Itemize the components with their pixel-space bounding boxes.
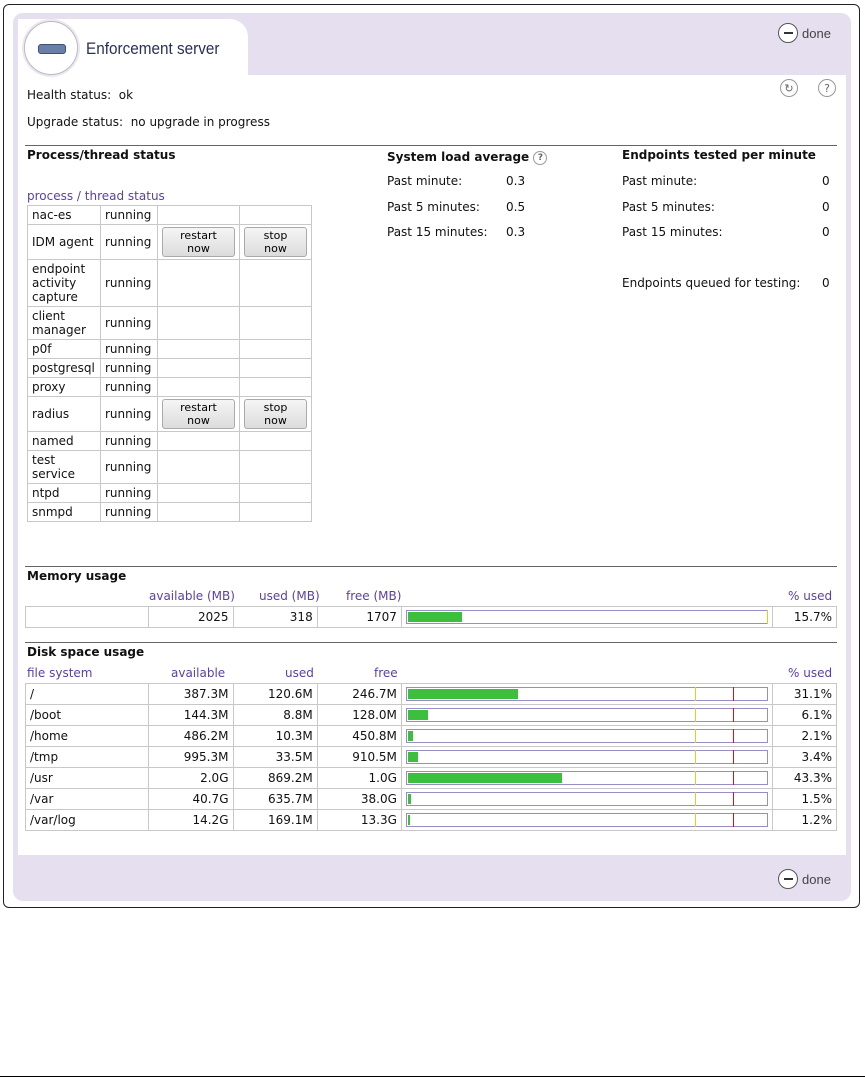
disk-available: 995.3M (149, 747, 233, 768)
done-button-bottom[interactable] (778, 869, 831, 889)
disk-free: 246.7M (317, 684, 401, 705)
disk-header-available: available (171, 666, 226, 680)
process-status: running (101, 340, 158, 359)
disk-header-fs: file system (27, 666, 93, 680)
divider (25, 145, 837, 146)
disk-usage-bar (406, 792, 768, 806)
load-row-value: 0.5 (506, 199, 526, 214)
disk-used: 169.1M (233, 810, 317, 831)
process-restart-cell (158, 307, 240, 340)
mem-pct: 15.7% (772, 607, 836, 628)
disk-warn-marker (695, 729, 696, 743)
mem-free: 1707 (317, 607, 401, 628)
process-row (28, 225, 312, 260)
disk-used: 10.3M (233, 726, 317, 747)
disk-pct: 2.1% (772, 726, 836, 747)
process-status: running (101, 397, 158, 432)
disk-pct: 3.4% (772, 747, 836, 768)
process-restart-cell (158, 503, 240, 522)
disk-warn-marker (695, 792, 696, 806)
disk-free: 910.5M (317, 747, 401, 768)
endpoints-row-label: Past 5 minutes: (622, 199, 715, 214)
server-logo (24, 21, 78, 75)
disk-used: 33.5M (233, 747, 317, 768)
process-stop-cell (240, 225, 312, 260)
health-status-value: ok (118, 88, 134, 102)
divider (25, 566, 837, 567)
disk-critical-marker (733, 687, 734, 701)
memory-row (26, 607, 837, 628)
process-name: proxy (28, 378, 101, 397)
process-stop-cell (240, 378, 312, 397)
disk-critical-marker (733, 729, 734, 743)
process-stop-cell (240, 260, 312, 307)
process-restart-cell (158, 260, 240, 307)
disk-critical-marker (733, 708, 734, 722)
mem-header-available: available (MB) (149, 589, 235, 603)
restart-now-button[interactable]: restart now (162, 227, 235, 257)
disk-used: 120.6M (233, 684, 317, 705)
disk-fs: /tmp (26, 747, 149, 768)
disk-warn-marker (695, 687, 696, 701)
process-stop-cell (240, 206, 312, 225)
disk-header-used: used (285, 666, 314, 680)
memory-section-title: Memory usage (27, 569, 127, 583)
disk-free: 38.0G (317, 789, 401, 810)
window-frame (3, 4, 860, 908)
mem-bar-cell (401, 607, 772, 628)
process-restart-cell (158, 225, 240, 260)
disk-usage-fill (408, 815, 410, 825)
disk-warn-marker (695, 708, 696, 722)
process-restart-cell (158, 451, 240, 484)
process-status: running (101, 451, 158, 484)
endpoints-row-value: 0 (822, 225, 830, 239)
load-row-label: Past 15 minutes: (387, 225, 488, 239)
queued-label: Endpoints queued for testing: (622, 276, 801, 290)
process-stop-cell (240, 484, 312, 503)
disk-bar-cell (401, 705, 772, 726)
endpoints-row-value: 0 (822, 174, 830, 188)
load-help-icon[interactable]: ? (533, 151, 547, 165)
disk-free: 1.0G (317, 768, 401, 789)
process-name: snmpd (28, 503, 101, 522)
memory-bar-end-marker (767, 610, 768, 624)
disk-used: 869.2M (233, 768, 317, 789)
memory-usage-bar (406, 610, 768, 624)
disk-fs: /var (26, 789, 149, 810)
disk-pct: 31.1% (772, 684, 836, 705)
disk-row (26, 789, 837, 810)
disk-warn-marker (695, 771, 696, 785)
process-name: p0f (28, 340, 101, 359)
disk-usage-bar (406, 750, 768, 764)
process-restart-cell (158, 206, 240, 225)
disk-usage-bar (406, 708, 768, 722)
process-stop-cell (240, 432, 312, 451)
disk-fs: / (26, 684, 149, 705)
minus-circle-icon (778, 23, 798, 43)
disk-usage-fill (408, 689, 518, 699)
process-status: running (101, 432, 158, 451)
endpoints-row-value: 0 (822, 199, 830, 214)
divider (25, 642, 837, 643)
memory-usage-fill (408, 612, 463, 622)
upgrade-status (27, 115, 270, 129)
process-row (28, 451, 312, 484)
health-status (27, 88, 133, 102)
disk-usage-fill (408, 710, 428, 720)
process-row (28, 206, 312, 225)
disk-pct: 1.2% (772, 810, 836, 831)
process-status: running (101, 307, 158, 340)
disk-available: 387.3M (149, 684, 233, 705)
disk-usage-bar (406, 771, 768, 785)
disk-usage-fill (408, 773, 562, 783)
process-row (28, 432, 312, 451)
disk-used: 635.7M (233, 789, 317, 810)
process-row (28, 340, 312, 359)
mem-available: 2025 (149, 607, 233, 628)
load-row-label: Past 5 minutes: (387, 199, 480, 214)
process-name: nac-es (28, 206, 101, 225)
disk-usage-bar (406, 813, 768, 827)
load-title: System load average (387, 150, 530, 164)
disk-available: 14.2G (149, 810, 233, 831)
disk-pct: 1.5% (772, 789, 836, 810)
disk-usage-fill (408, 794, 411, 804)
process-row (28, 397, 312, 432)
mem-header-used: used (MB) (259, 589, 320, 603)
load-section-title (387, 150, 547, 165)
process-name: client manager (28, 307, 101, 340)
disk-available: 486.2M (149, 726, 233, 747)
disk-critical-marker (733, 750, 734, 764)
process-stop-cell (240, 397, 312, 432)
process-table-header: process / thread status (27, 189, 165, 203)
server-device-icon (38, 44, 66, 54)
disk-usage-bar (406, 687, 768, 701)
disk-usage-fill (408, 752, 418, 762)
stop-now-button[interactable]: stop now (244, 227, 307, 257)
done-label: done (802, 871, 831, 887)
disk-pct: 43.3% (772, 768, 836, 789)
process-row (28, 359, 312, 378)
disk-row (26, 684, 837, 705)
done-button-top[interactable] (778, 23, 831, 43)
endpoints-row-label: Past minute: (622, 174, 698, 188)
process-stop-cell (240, 503, 312, 522)
process-status: running (101, 484, 158, 503)
page-title: Enforcement server (86, 39, 220, 58)
process-restart-cell (158, 359, 240, 378)
refresh-icon[interactable]: ↻ (780, 79, 798, 97)
disk-header-free: free (374, 666, 398, 680)
disk-row (26, 747, 837, 768)
disk-available: 2.0G (149, 768, 233, 789)
process-name: named (28, 432, 101, 451)
process-name: IDM agent (28, 225, 101, 260)
mem-header-free: free (MB) (346, 589, 402, 603)
process-name: endpoint activity capture (28, 260, 101, 307)
process-stop-cell (240, 359, 312, 378)
disk-bar-cell (401, 747, 772, 768)
help-icon[interactable]: ? (818, 79, 836, 97)
process-status: running (101, 260, 158, 307)
disk-critical-marker (733, 792, 734, 806)
health-status-label: Health status: (27, 88, 112, 102)
disk-pct: 6.1% (772, 705, 836, 726)
disk-row (26, 768, 837, 789)
upgrade-status-value: no upgrade in progress (130, 115, 270, 129)
memory-table (25, 606, 837, 628)
done-label: done (802, 25, 831, 41)
disk-warn-marker (695, 813, 696, 827)
disk-table (25, 683, 837, 831)
process-section-title: Process/thread status (27, 148, 176, 162)
disk-free: 450.8M (317, 726, 401, 747)
endpoints-section-title: Endpoints tested per minute (622, 148, 816, 162)
disk-fs: /var/log (26, 810, 149, 831)
process-restart-cell (158, 340, 240, 359)
mem-header-pct: % used (788, 589, 833, 603)
process-restart-cell (158, 397, 240, 432)
load-row-label: Past minute: (387, 174, 463, 188)
process-row (28, 260, 312, 307)
disk-row (26, 705, 837, 726)
process-status: running (101, 359, 158, 378)
disk-row (26, 726, 837, 747)
disk-free: 13.3G (317, 810, 401, 831)
disk-fs: /boot (26, 705, 149, 726)
disk-header-pct: % used (788, 666, 833, 680)
process-restart-cell (158, 378, 240, 397)
process-stop-cell (240, 340, 312, 359)
disk-available: 40.7G (149, 789, 233, 810)
process-status: running (101, 206, 158, 225)
disk-critical-marker (733, 813, 734, 827)
process-restart-cell (158, 484, 240, 503)
endpoints-row-label: Past 15 minutes: (622, 225, 723, 239)
memory-label-cell (26, 607, 149, 628)
process-status: running (101, 225, 158, 260)
minus-circle-icon (778, 869, 798, 889)
disk-warn-marker (695, 750, 696, 764)
stop-now-button[interactable]: stop now (244, 399, 307, 429)
process-name: test service (28, 451, 101, 484)
process-table (27, 205, 312, 522)
disk-bar-cell (401, 789, 772, 810)
disk-fs: /home (26, 726, 149, 747)
disk-available: 144.3M (149, 705, 233, 726)
disk-critical-marker (733, 771, 734, 785)
disk-free: 128.0M (317, 705, 401, 726)
queued-value: 0 (822, 276, 830, 290)
disk-used: 8.8M (233, 705, 317, 726)
disk-usage-fill (408, 731, 414, 741)
mem-used: 318 (233, 607, 317, 628)
process-name: ntpd (28, 484, 101, 503)
process-stop-cell (240, 307, 312, 340)
process-row (28, 307, 312, 340)
disk-bar-cell (401, 684, 772, 705)
process-stop-cell (240, 451, 312, 484)
disk-usage-bar (406, 729, 768, 743)
disk-bar-cell (401, 810, 772, 831)
process-restart-cell (158, 432, 240, 451)
disk-row (26, 810, 837, 831)
load-row-value: 0.3 (506, 225, 526, 239)
process-status: running (101, 503, 158, 522)
disk-fs: /usr (26, 768, 149, 789)
process-row (28, 503, 312, 522)
process-row (28, 484, 312, 503)
process-row (28, 378, 312, 397)
disk-section-title: Disk space usage (27, 645, 145, 659)
disk-bar-cell (401, 726, 772, 747)
disk-bar-cell (401, 768, 772, 789)
process-name: radius (28, 397, 101, 432)
process-name: postgresql (28, 359, 101, 378)
upgrade-status-label: Upgrade status: (27, 115, 124, 129)
load-row-value: 0.3 (506, 174, 526, 188)
restart-now-button[interactable]: restart now (162, 399, 235, 429)
process-status: running (101, 378, 158, 397)
